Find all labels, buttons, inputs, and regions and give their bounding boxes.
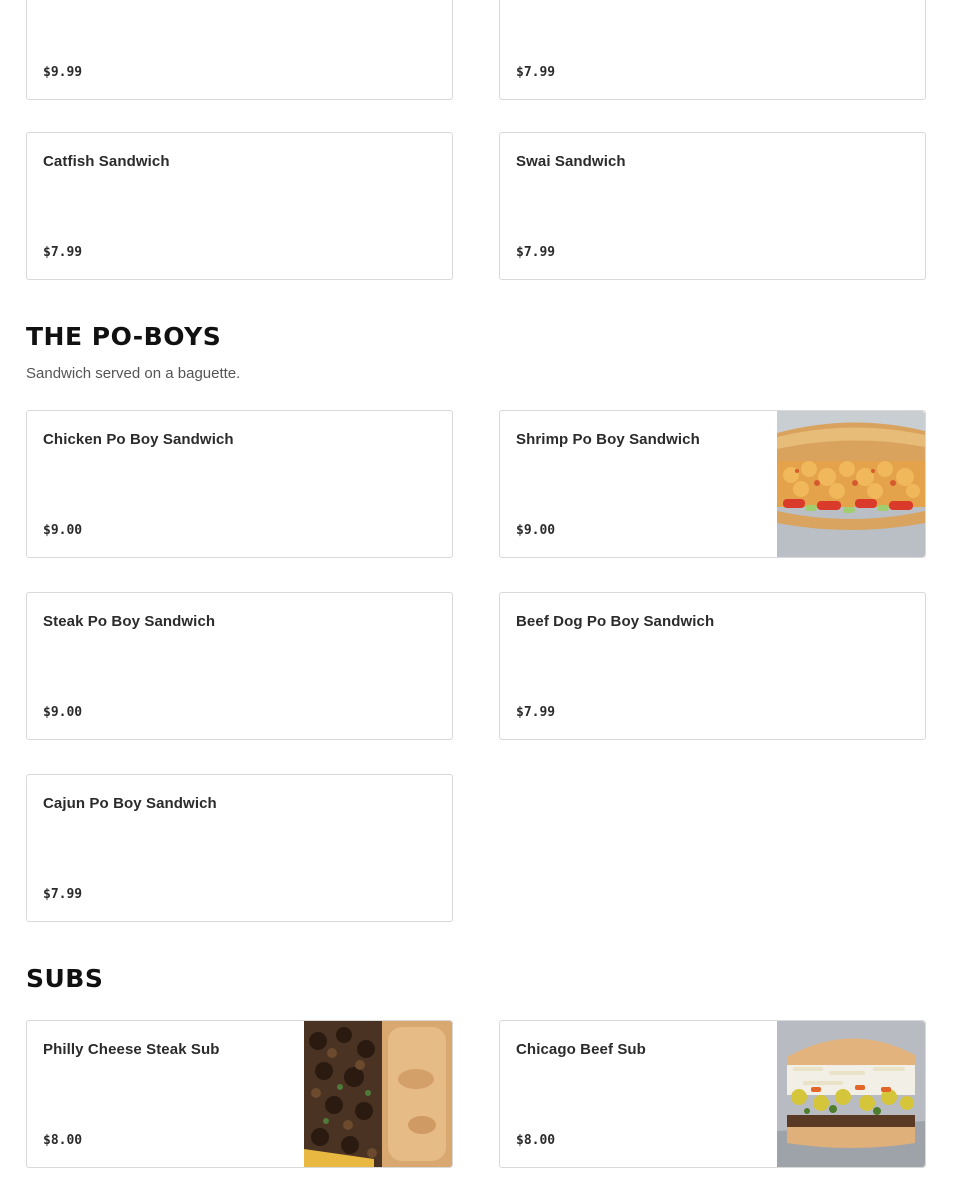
item-price: $9.99 [43,65,83,80]
menu-item-card-chicken-po-boy[interactable] [26,410,453,558]
shrimp-po-boy-photo [777,411,925,557]
section-title-subs: SUBS [26,964,104,993]
item-price: $7.99 [43,887,83,902]
item-price: $7.99 [43,245,83,260]
item-name: Shrimp Po Boy Sandwich [516,431,700,448]
menu-item-card-chicago-beef-sub[interactable] [499,1020,926,1168]
chicago-beef-sub-photo [777,1021,925,1167]
menu-item-card[interactable] [26,0,453,100]
menu-item-card-steak-po-boy[interactable] [26,592,453,740]
menu-item-card-shrimp-po-boy[interactable] [499,410,926,558]
menu-item-card-philly-cheese-steak[interactable] [26,1020,453,1168]
item-price: $7.99 [516,705,556,720]
item-name: Cajun Po Boy Sandwich [43,795,217,812]
section-description: Sandwich served on a baguette. [26,365,241,382]
item-name: Chicago Beef Sub [516,1041,646,1058]
item-price: $9.00 [43,705,83,720]
item-price: $7.99 [516,65,556,80]
menu-item-card[interactable] [499,0,926,100]
item-price: $7.99 [516,245,556,260]
menu-item-card-beef-dog-po-boy[interactable] [499,592,926,740]
item-name: Philly Cheese Steak Sub [43,1041,220,1058]
philly-cheese-steak-photo [304,1021,452,1167]
menu-item-card-catfish-sandwich[interactable] [26,132,453,280]
item-price: $8.00 [43,1133,83,1148]
item-price: $9.00 [43,523,83,538]
item-name: Swai Sandwich [516,153,626,170]
item-name: Catfish Sandwich [43,153,170,170]
menu-item-card-cajun-po-boy[interactable] [26,774,453,922]
item-name: Beef Dog Po Boy Sandwich [516,613,715,630]
section-title-po-boys: THE PO-BOYS [26,322,222,351]
item-name: Chicken Po Boy Sandwich [43,431,234,448]
item-price: $9.00 [516,523,556,538]
item-price: $8.00 [516,1133,556,1148]
item-name: Steak Po Boy Sandwich [43,613,216,630]
menu-item-card-swai-sandwich[interactable] [499,132,926,280]
